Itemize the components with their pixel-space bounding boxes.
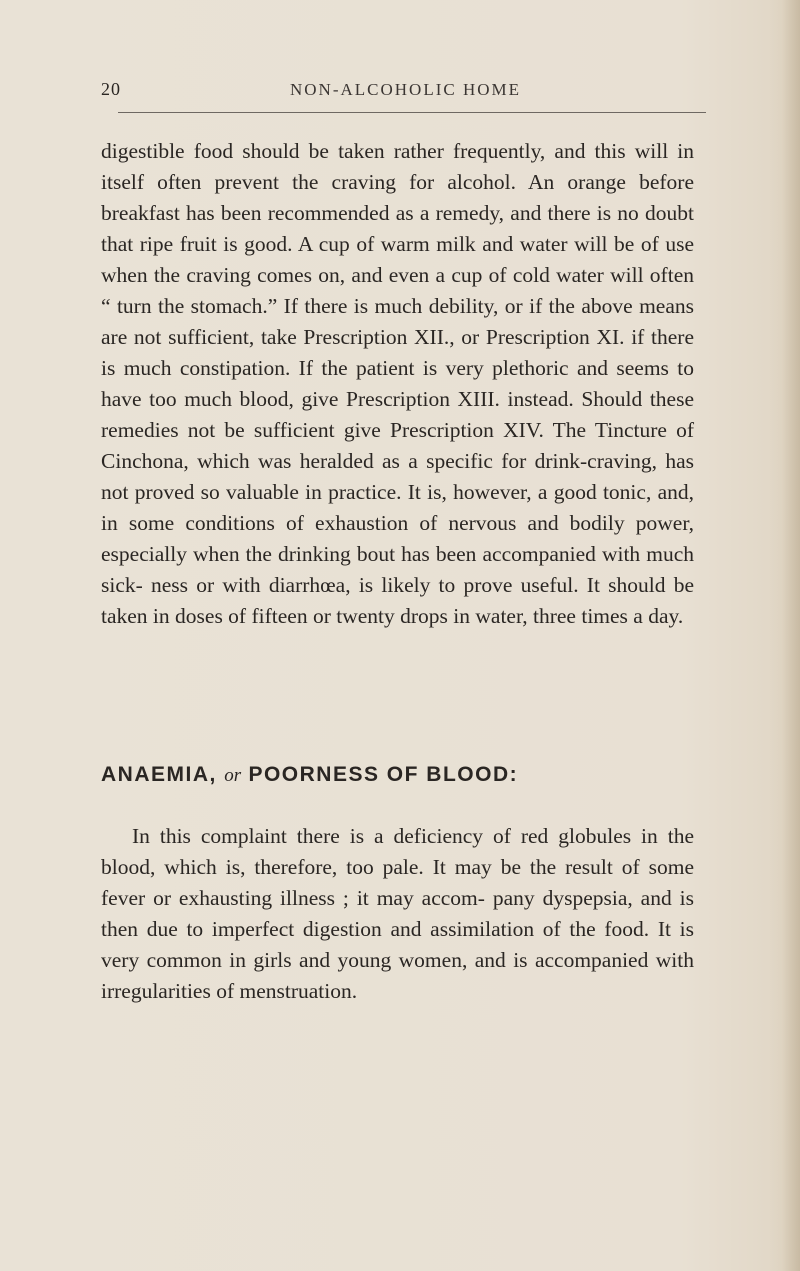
page-edge-shadow: [782, 0, 800, 1271]
body-paragraph: digestible food should be taken rather frequently, and this will in itself often prevent the craving for alcohol. An orange before breakfast has been recommended as a remedy, and there is no doubt that ripe fruit is good. A cup of warm milk and water will be of use when the craving comes on, and even a cup of cold water will often “ turn the stomach.” If there is much debility, or if the above means are not sufficient, take Prescription XII., or Prescription XI. if there is much constipation. If the patient is very plethoric and seems to have too much blood, give Prescription XIII. instead. Should these remedies not be sufficient give Prescription XIV. The Tincture of Cinchona, which was heralded as a specific for drink-craving, has not proved so valuable in practice. It is, however, a good tonic, and, in some conditions of exhaustion of nervous and bodily power, especially when the drinking bout has been accompanied with much sick- ness or with diarrhœa, is likely to prove useful. It should be taken in doses of fifteen or twenty drops in water, three times a day.: [101, 139, 694, 628]
running-head: [0, 79, 800, 103]
section-heading: [101, 763, 701, 787]
page-number: 20: [101, 79, 121, 99]
heading-subtitle: POORNESS OF BLOOD:: [248, 763, 519, 786]
heading-conjunction: or: [224, 765, 242, 786]
heading-title: ANAEMIA,: [101, 763, 217, 786]
header-rule: [118, 112, 706, 113]
running-title: NON-ALCOHOLIC HOME: [290, 80, 522, 99]
section-paragraph: In this complaint there is a deficiency of red globules in the blood, which is, therefore, too pale. It may be the result of some fever or exhausting illness ; it may accom- pany dyspepsia, and is then due to imperfect digestion and assimilation of the food. It is very common in girls and young women, and is accompanied with irregularities of menstruation.: [101, 824, 694, 1003]
